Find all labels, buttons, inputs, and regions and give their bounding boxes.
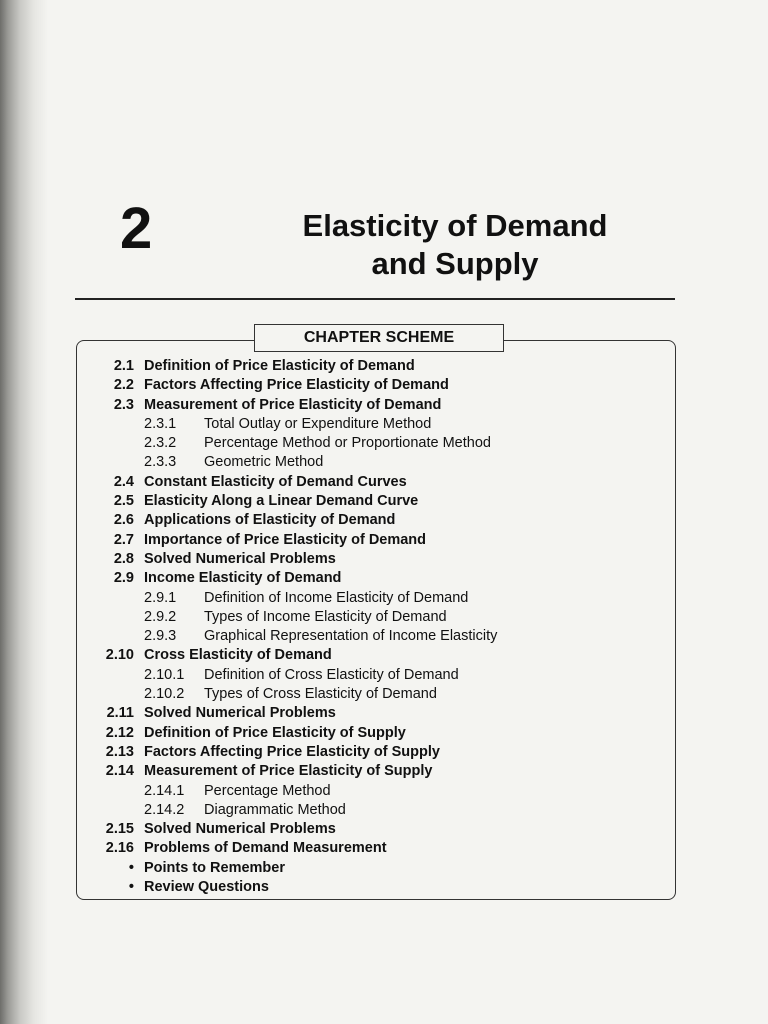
scheme-item-text: Total Outlay or Expenditure Method <box>204 415 432 432</box>
scheme-item-number: 2.12 <box>105 724 134 741</box>
scheme-item-number: 2.10.1 <box>144 666 185 683</box>
scheme-item-number: 2.9.1 <box>144 589 177 606</box>
scheme-item-number: 2.9 <box>113 570 134 587</box>
scheme-item <box>96 801 656 820</box>
scheme-item-text: Points to Remember <box>144 859 285 876</box>
scheme-item-text: Measurement of Price Elasticity of Supply <box>144 763 433 780</box>
scheme-item <box>96 511 656 530</box>
scheme-item-text: Types of Cross Elasticity of Demand <box>204 686 437 703</box>
scheme-item-text: Elasticity Along a Linear Demand Curve <box>144 493 419 510</box>
bullet-icon: • <box>128 879 134 896</box>
scheme-item <box>96 646 656 665</box>
scheme-item-number: 2.14 <box>105 763 134 780</box>
scheme-item-number: 2.3.2 <box>144 435 177 452</box>
scheme-item <box>96 704 656 723</box>
scheme-item <box>96 627 656 646</box>
scheme-item-number: 2.8 <box>113 550 134 567</box>
scheme-item-text: Measurement of Price Elasticity of Demand <box>144 396 442 413</box>
scheme-item-number: 2.3 <box>113 396 134 413</box>
scheme-item-text: Applications of Elasticity of Demand <box>144 512 396 529</box>
scheme-item-number: 2.11 <box>106 705 134 722</box>
scheme-item-text: Graphical Representation of Income Elasticity <box>204 628 498 645</box>
chapter-title <box>270 207 640 283</box>
chapter-scheme-label: CHAPTER SCHEME <box>254 324 504 352</box>
chapter-title-line-2: and Supply <box>371 246 539 281</box>
scheme-item <box>96 762 656 781</box>
scheme-bullet-item <box>96 878 656 897</box>
scheme-item <box>96 820 656 839</box>
scheme-item-text: Geometric Method <box>204 454 324 471</box>
chapter-scheme-list <box>96 357 656 897</box>
scheme-item-text: Solved Numerical Problems <box>144 550 336 567</box>
bullet-icon: • <box>128 859 134 876</box>
scheme-item <box>96 724 656 743</box>
scheme-item-number: 2.10.2 <box>144 686 185 703</box>
scheme-item-number: 2.14.2 <box>144 801 185 818</box>
scheme-item-text: Income Elasticity of Demand <box>144 570 342 587</box>
scheme-item-number: 2.3.3 <box>144 454 177 471</box>
scheme-item-number: 2.3.1 <box>144 415 177 432</box>
scheme-item-text: Definition of Price Elasticity of Supply <box>144 724 406 741</box>
scheme-item-number: 2.15 <box>105 821 134 838</box>
scheme-item-text: Review Questions <box>144 879 269 896</box>
scheme-item-text: Definition of Cross Elasticity of Demand <box>204 666 459 683</box>
scheme-item <box>96 473 656 492</box>
scheme-item-text: Factors Affecting Price Elasticity of Supply <box>144 743 440 760</box>
scheme-item <box>96 415 656 434</box>
scheme-item-text: Definition of Income Elasticity of Demand <box>204 589 469 606</box>
scheme-item-number: 2.13 <box>105 743 134 760</box>
scheme-item-number: 2.9.2 <box>144 608 177 625</box>
scheme-item <box>96 685 656 704</box>
scheme-item-text: Percentage Method or Proportionate Method <box>204 435 491 452</box>
scheme-item-number: 2.10 <box>105 647 134 664</box>
scheme-item <box>96 782 656 801</box>
scheme-item <box>96 666 656 685</box>
scheme-item <box>96 589 656 608</box>
scheme-item-text: Cross Elasticity of Demand <box>144 647 332 664</box>
scheme-item-text: Constant Elasticity of Demand Curves <box>144 473 407 490</box>
title-divider <box>75 298 675 300</box>
scheme-item <box>96 492 656 511</box>
scheme-item-number: 2.7 <box>113 531 134 548</box>
scheme-item-text: Importance of Price Elasticity of Demand <box>144 531 427 548</box>
scheme-item-text: Solved Numerical Problems <box>144 705 336 722</box>
scheme-item <box>96 376 656 395</box>
scheme-item-number: 2.4 <box>113 473 134 490</box>
scheme-item <box>96 839 656 858</box>
scheme-item <box>96 743 656 762</box>
scheme-item <box>96 550 656 569</box>
scheme-item-text: Solved Numerical Problems <box>144 821 336 838</box>
scheme-item-text: Diagrammatic Method <box>204 801 346 818</box>
scheme-item <box>96 608 656 627</box>
scheme-item-text: Definition of Price Elasticity of Demand <box>144 358 415 374</box>
chapter-number: 2 <box>120 196 153 261</box>
chapter-title-line-1: Elasticity of Demand <box>302 208 608 243</box>
scheme-item-number: 2.1 <box>113 358 134 374</box>
scheme-bullet-item <box>96 859 656 878</box>
scheme-item <box>96 531 656 550</box>
scheme-item <box>96 434 656 453</box>
scheme-item-number: 2.5 <box>113 493 134 510</box>
scheme-item-number: 2.9.3 <box>144 628 177 645</box>
scheme-item-number: 2.2 <box>113 377 134 394</box>
scheme-item-number: 2.6 <box>113 512 134 529</box>
scheme-item-number: 2.14.1 <box>144 782 185 799</box>
scheme-item <box>96 569 656 588</box>
scheme-item-text: Percentage Method <box>204 782 331 799</box>
scheme-item <box>96 396 656 415</box>
scheme-item <box>96 453 656 472</box>
scheme-item-text: Problems of Demand Measurement <box>144 840 387 857</box>
page-binding-shadow <box>0 0 48 1024</box>
scheme-item-text: Types of Income Elasticity of Demand <box>204 608 447 625</box>
scheme-item-number: 2.16 <box>105 840 134 857</box>
scheme-item-text: Factors Affecting Price Elasticity of Demand <box>144 377 449 394</box>
scheme-item <box>96 357 656 376</box>
